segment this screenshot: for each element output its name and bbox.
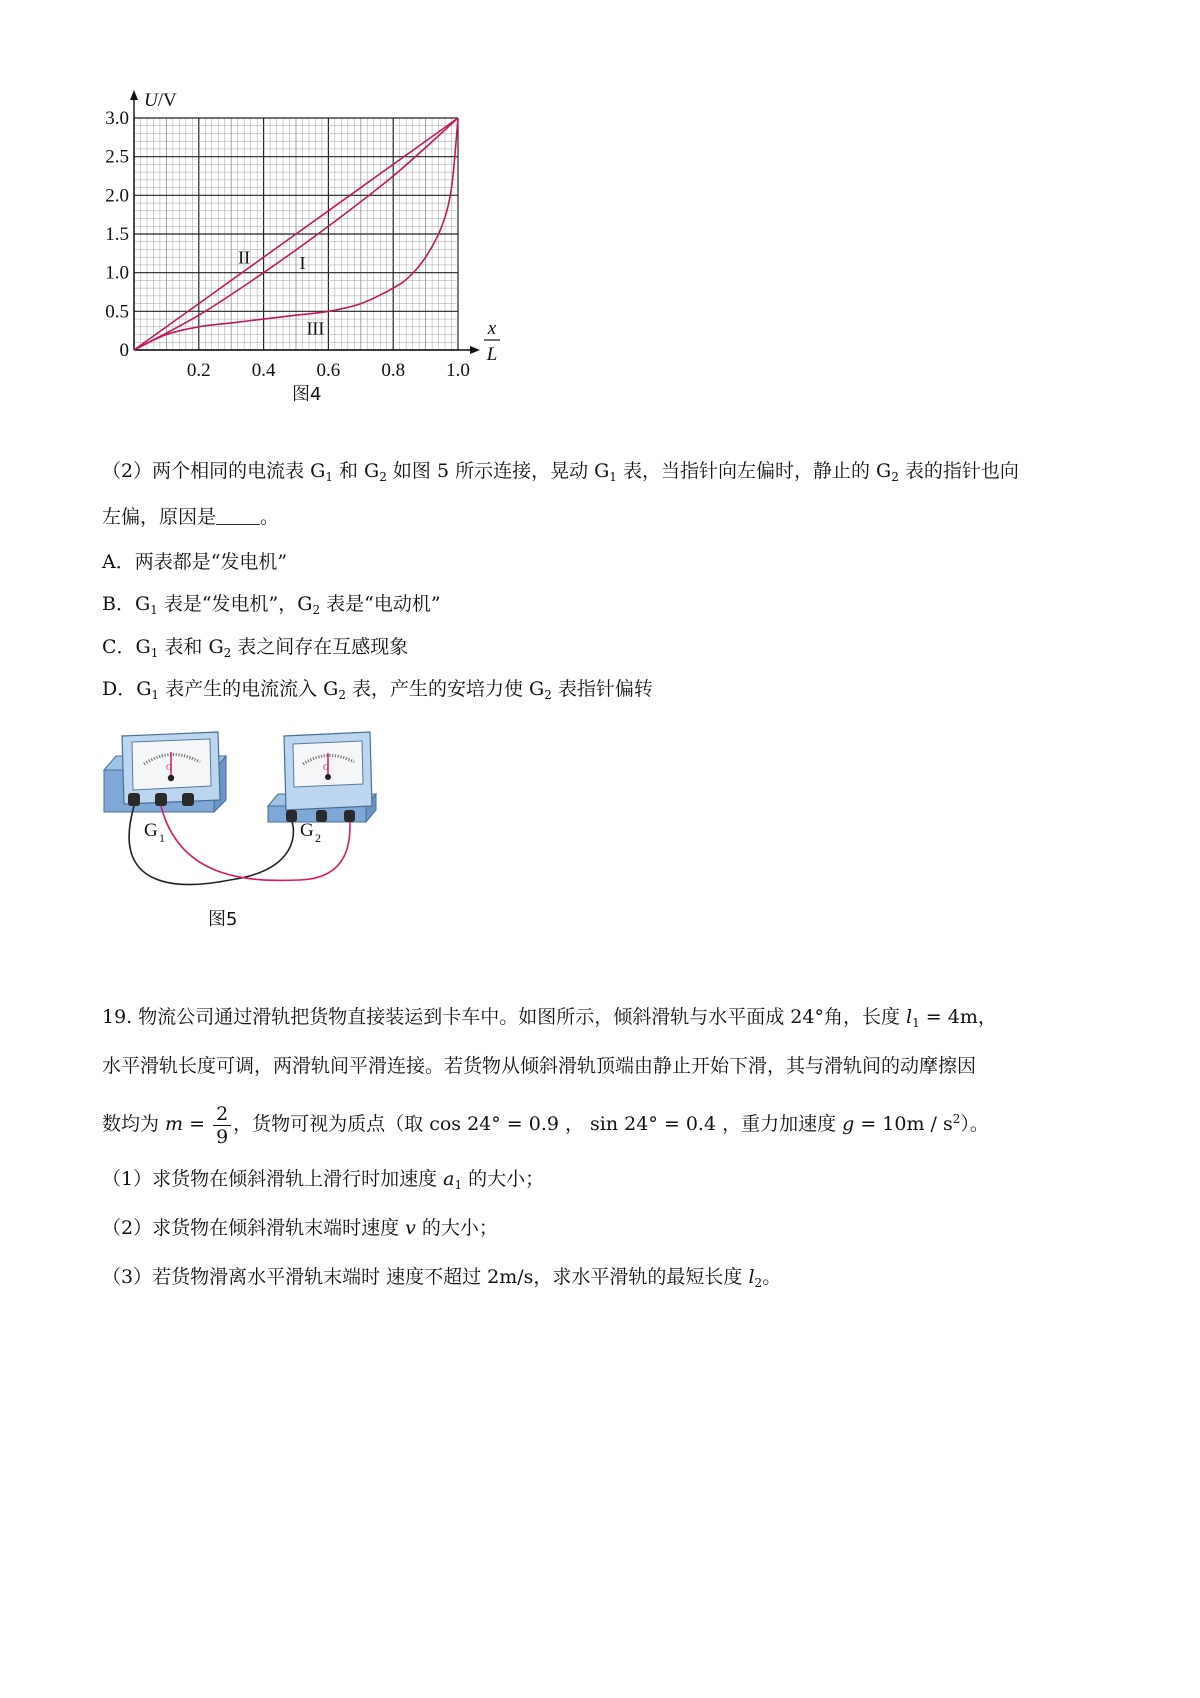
- series-label-III: III: [306, 318, 325, 339]
- label-g1-sub: 1: [159, 831, 165, 845]
- x-axis-arrow: [470, 346, 480, 354]
- y-tick-label: 0: [119, 340, 129, 361]
- q19-part2: （2）求货物在倾斜滑轨末端时速度 v 的大小；: [102, 1217, 498, 1239]
- label-g: G: [144, 820, 158, 841]
- y-tick-label: 0.5: [105, 301, 129, 323]
- figure-5-caption: 图5: [208, 909, 238, 930]
- galvanometer-diagram: [100, 720, 420, 910]
- x-tick-label: 0.4: [251, 360, 276, 381]
- series-label-I: I: [299, 252, 306, 273]
- option-d: D．$G_1$ 表产生的电流流入 $G_2$ 表，产生的安培力使 $G_2$ 表指针偏转: [102, 678, 653, 702]
- series-label-II: II: [238, 247, 251, 268]
- y-tick-label: 1.5: [105, 224, 129, 245]
- q19-line1: 19. 物流公司通过滑轨把货物直接装运到卡车中。如图所示，倾斜滑轨与水平面成 24°角，长度 $l_1 = 4m$，: [102, 1006, 997, 1030]
- q19-part3: （3）若货物滑离水平滑轨末端时 速度不超过 2m/s，求水平滑轨的最短长度 $l_2$。: [102, 1266, 782, 1290]
- x-tick-label: 0.8: [381, 360, 406, 381]
- dial-letter-g2: G: [323, 763, 329, 772]
- answer-blank[interactable]: [216, 504, 260, 525]
- meter-g1: [104, 732, 226, 812]
- y-axis-label: U/V: [144, 90, 177, 111]
- y-tick-label: 2.5: [105, 146, 129, 168]
- option-c: C．$G_1$ 表和 $G_2$ 表之间存在互感现象: [102, 636, 409, 660]
- mu-fraction: $\frac{2}{9}$: [213, 1103, 231, 1148]
- y-tick-label: 1.0: [105, 262, 129, 284]
- x-axis-label-den: L: [486, 344, 498, 365]
- q19-part1: （1）求货物在倾斜滑轨上滑行时加速度 $a_1$ 的大小；: [102, 1168, 545, 1192]
- q18-2-line1: （2）两个相同的电流表 $G_1$ 和 $G_2$ 如图 5 所示连接，晃动 $G_1$ 表，当指针向左偏时，静止的 $G_2$ 表的指针也向: [102, 460, 1019, 484]
- x-tick-label: 1.0: [446, 360, 470, 381]
- y-axis-arrow: [130, 90, 138, 100]
- q18-2-line2: 左偏，原因是 。: [102, 506, 280, 528]
- dial-letter-g1: G: [166, 763, 172, 772]
- option-b: B．$G_1$ 表是“发电机”，$G_2$ 表是“电动机”: [102, 593, 441, 617]
- y-tick-label: 2.0: [105, 185, 129, 207]
- option-a: A．两表都是“发电机”: [102, 551, 288, 573]
- y-tick-label: 3.0: [105, 108, 129, 129]
- q19-line3: 数均为 m = $\frac{2}{9}$ ，货物可视为质点（取 cos 24° = 0.9 ， sin 24° = 0.4 ，重力加速度 $g = 10m / s^2$）。: [102, 1102, 989, 1148]
- meter-g2: [268, 732, 376, 822]
- figure-4: [100, 88, 560, 438]
- figure-4-caption: 图4: [292, 384, 322, 405]
- q19-line2: 水平滑轨长度可调，两滑轨间平滑连接。若货物从倾斜滑轨顶端由静止开始下滑，其与滑轨间的动摩擦因: [102, 1055, 977, 1077]
- figure-5: [100, 720, 420, 910]
- x-tick-label: 0.2: [186, 360, 211, 381]
- u-vs-x-chart: [100, 88, 560, 438]
- label-g2-sub: 2: [315, 831, 321, 845]
- x-tick-label: 0.6: [316, 360, 341, 381]
- label-g-2: G: [300, 820, 314, 841]
- x-axis-label-num: x: [487, 318, 497, 339]
